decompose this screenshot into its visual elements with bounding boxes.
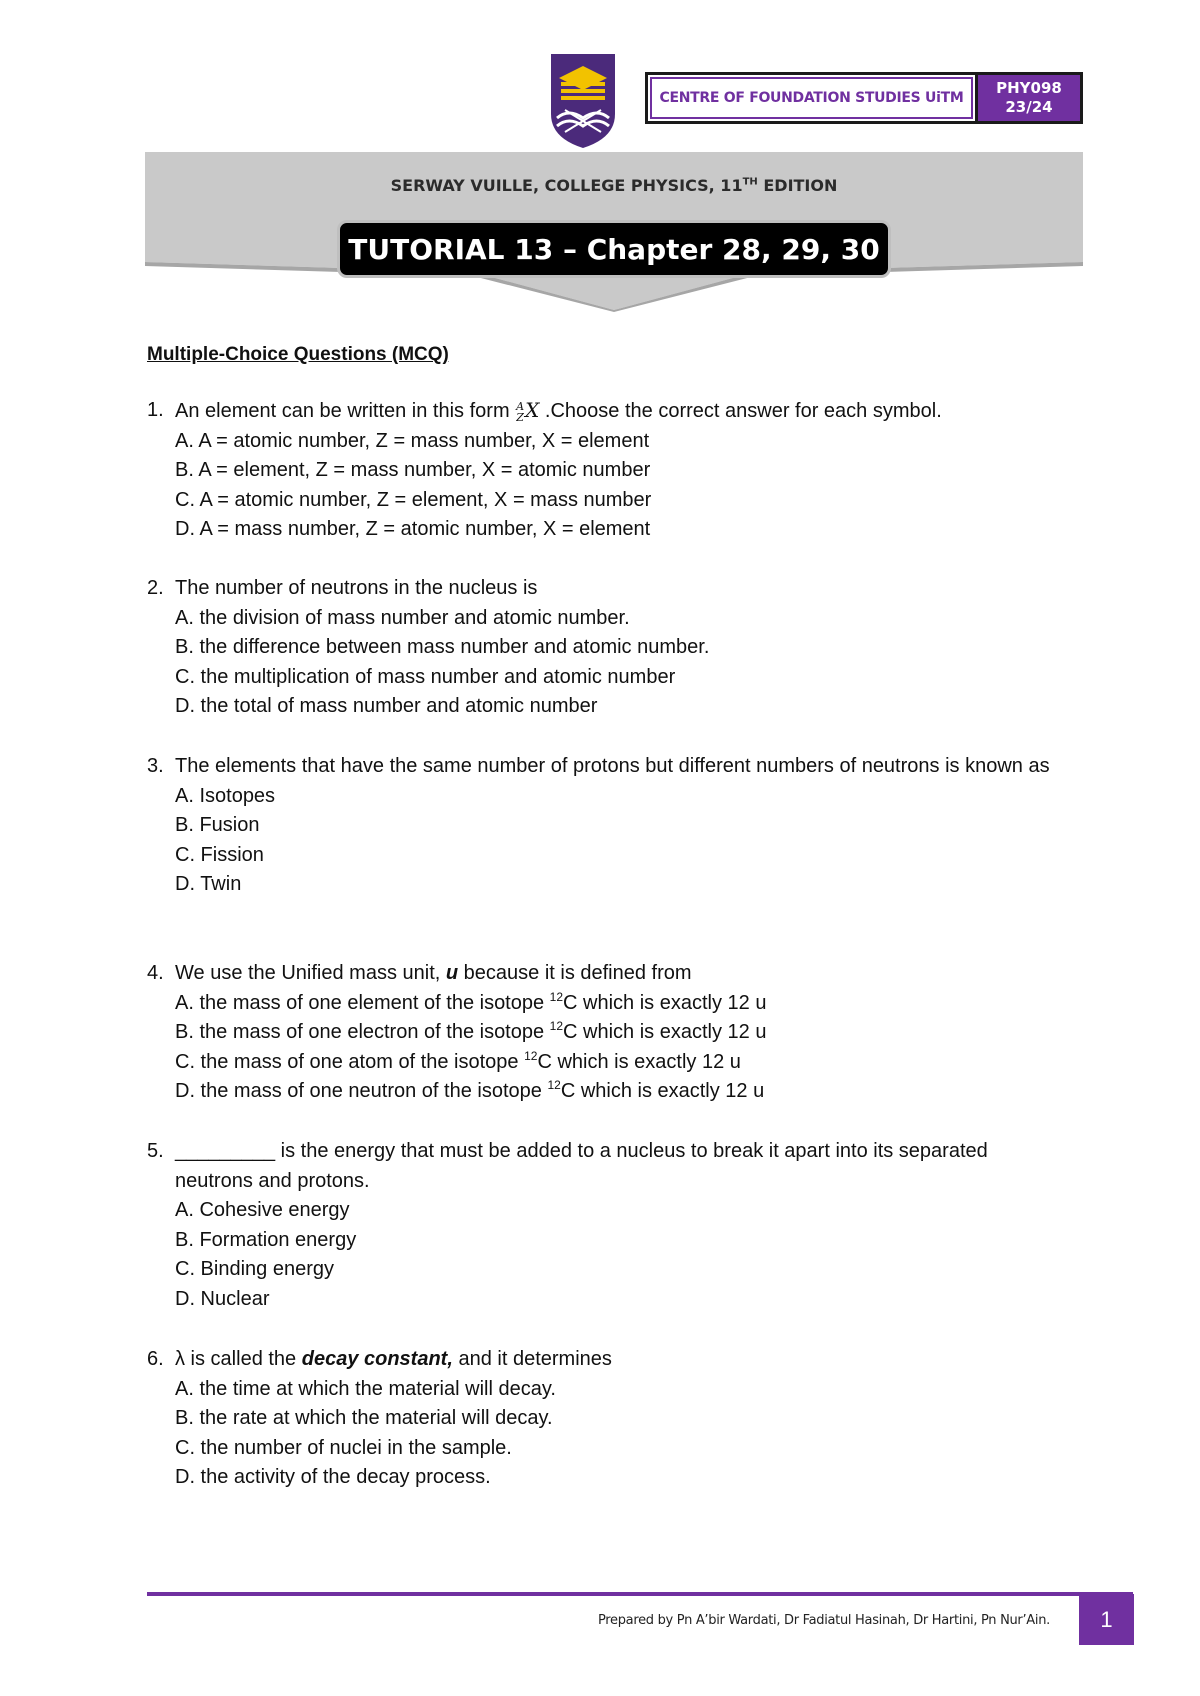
option: B. Fusion — [175, 814, 260, 836]
option: A. A = atomic number, Z = mass number, X = element — [175, 429, 650, 452]
option: C. Fission — [175, 843, 264, 866]
question-number: 3. — [147, 755, 164, 777]
option: B. Formation energy — [175, 1228, 357, 1251]
book-edition: SERWAY VUILLE, COLLEGE PHYSICS, 11TH EDITION — [390, 176, 838, 195]
section-heading: Multiple-Choice Questions (MCQ) — [147, 344, 449, 365]
question-4 — [147, 959, 1067, 1107]
option: D. A = mass number, Z = atomic number, X = element — [175, 518, 651, 540]
question-stem: An element can be written in this form A Z X .Choose the correct answer for each symbol. — [175, 398, 942, 424]
option: B. the difference between mass number and atomic number. — [175, 636, 710, 658]
option: A. the mass of one element of the isotope $^{12}$C which is exactly 12 u — [175, 989, 767, 1014]
question-number: 4. — [147, 962, 164, 984]
question-2 — [147, 574, 1067, 722]
option: C. A = atomic number, Z = element, X = mass number — [175, 488, 652, 511]
question-5 — [147, 1137, 1067, 1314]
footer-divider — [147, 1592, 1133, 1596]
question-number: 1. — [147, 399, 164, 421]
option: B. the rate at which the material will decay. — [175, 1407, 553, 1429]
emphasis: decay constant, — [301, 1348, 453, 1370]
option: C. the number of nuclei in the sample. — [175, 1436, 512, 1459]
option: D. the total of mass number and atomic number — [175, 695, 598, 717]
question-3 — [147, 752, 1067, 900]
option: A. Isotopes — [175, 784, 276, 807]
option: C. Binding energy — [175, 1258, 334, 1280]
unit-symbol: u — [445, 962, 459, 984]
question-1 — [147, 396, 1067, 545]
option: D. the activity of the decay process. — [175, 1466, 491, 1488]
uitm-logo — [547, 52, 619, 150]
question-number: 5. — [147, 1140, 164, 1162]
page-number: 1 — [1079, 1594, 1134, 1645]
option: B. the mass of one electron of the isotope $^{12}$C which is exactly 12 u — [175, 1019, 767, 1043]
question-stem: We use the Unified mass unit, u because it is defined from — [175, 962, 692, 984]
question-number: 6. — [147, 1348, 164, 1370]
option: D. Twin — [175, 873, 242, 895]
option: A. the division of mass number and atomic number. — [175, 606, 630, 629]
nuclide-notation: A Z — [516, 399, 525, 424]
question-stem: λ is called the decay constant, and it determines — [175, 1348, 612, 1370]
course-code-box — [975, 75, 1080, 121]
question-stem: The number of neutrons in the nucleus is — [175, 577, 538, 599]
header-box — [645, 72, 1083, 124]
tutorial-title: TUTORIAL 13 – Chapter 28, 29, 30 — [337, 220, 891, 278]
option: D. Nuclear — [175, 1287, 270, 1310]
option: D. the mass of one neutron of the isotope $^{12}$C which is exactly 12 u — [175, 1078, 765, 1102]
question-number: 2. — [147, 577, 164, 599]
option: B. A = element, Z = mass number, X = atomic number — [175, 459, 651, 481]
session: 23/24 — [1005, 98, 1053, 116]
centre-label: CENTRE OF FOUNDATION STUDIES UiTM — [650, 77, 973, 119]
option: C. the mass of one atom of the isotope $^{12}$C which is exactly 12 u — [175, 1048, 741, 1073]
option: A. Cohesive energy — [175, 1199, 350, 1221]
question-stem: _________ is the energy that must be added to a nucleus to break it apart into its separated neutrons and protons. — [175, 1140, 988, 1192]
prepared-by: Prepared by Pn A’bir Wardati, Dr Fadiatul Hasinah, Dr Hartini, Pn Nur’Ain. — [597, 1613, 1050, 1628]
question-6 — [147, 1345, 1067, 1493]
option: C. the multiplication of mass number and atomic number — [175, 665, 676, 688]
course-code: PHY098 — [996, 79, 1062, 97]
option: A. the time at which the material will decay. — [175, 1377, 556, 1400]
question-stem: The elements that have the same number of protons but different numbers of neutrons is known as — [175, 755, 1050, 777]
